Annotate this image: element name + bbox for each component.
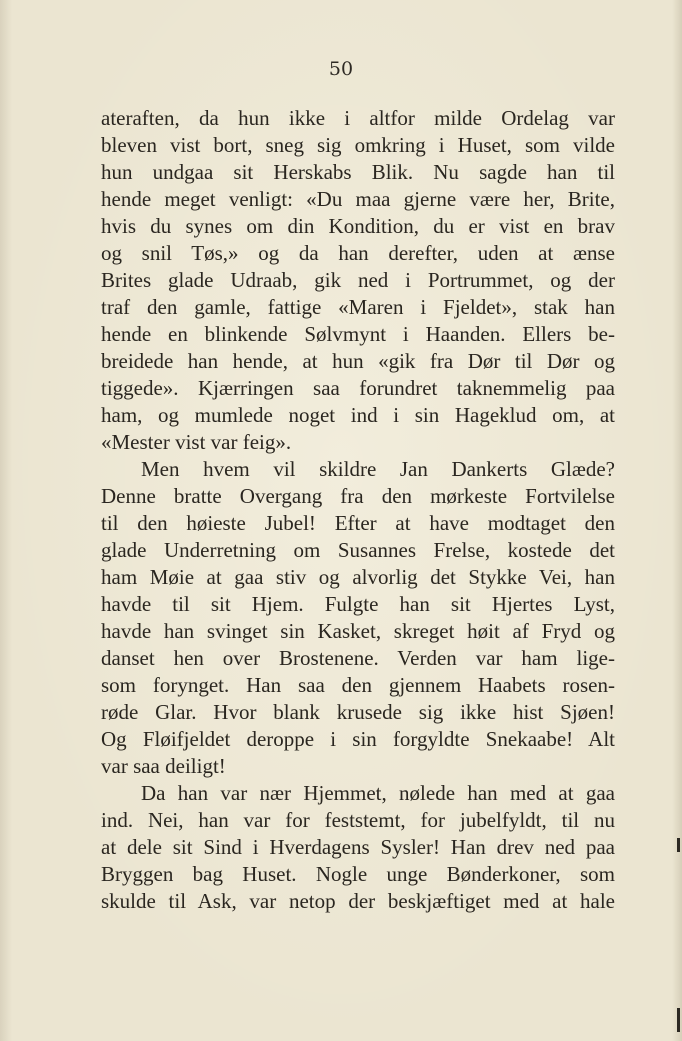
text-line: Men hvem vil skildre Jan Dankerts Glæde? [141, 457, 615, 481]
text-line: hende en blinkende Sølvmynt i Haanden. Ellers be- [101, 322, 615, 346]
text-line: var saa deiligt! [101, 754, 226, 778]
text-line: ham, og mumlede noget ind i sin Hageklud om, at [101, 403, 615, 427]
text-line: røde Glar. Hvor blank krusede sig ikke hist Sjøen! [101, 700, 615, 724]
text-line: hende meget venligt: «Du maa gjerne være her, Brite, [101, 187, 615, 211]
text-line: ind. Nei, han var for feststemt, for jubelfyldt, til nu [101, 808, 615, 832]
text-line: Bryggen bag Huset. Nogle unge Bønderkoner, som [101, 862, 615, 886]
text-line: Denne bratte Overgang fra den mørkeste Fortvilelse [101, 484, 615, 508]
text-line: skulde til Ask, var netop der beskjæftiget med at hale [101, 889, 615, 913]
page-right-edge [672, 0, 682, 1041]
text-line: at dele sit Sind i Hverdagens Sysler! Han drev ned paa [101, 835, 615, 859]
text-line: traf den gamle, fattige «Maren i Fjeldet», stak han [101, 295, 615, 319]
page-number: 50 [328, 58, 354, 80]
text-line: ateraften, da hun ikke i altfor milde Ordelag var [101, 106, 615, 130]
page-mark [677, 838, 680, 852]
text-line: som forynget. Han saa den gjennem Haabets rosen- [101, 673, 615, 697]
text-line: havde han svinget sin Kasket, skreget høit af Fryd og [101, 619, 615, 643]
text-line: hvis du synes om din Kondition, du er vist en brav [101, 214, 615, 238]
text-line: bleven vist bort, sneg sig omkring i Huset, som vilde [101, 133, 615, 157]
page-mark [677, 1008, 680, 1032]
text-line: til den høieste Jubel! Efter at have modtaget den [101, 511, 615, 535]
text-line: breidede han hende, at hun «gik fra Dør til Dør og [101, 349, 615, 373]
text-line: hun undgaa sit Herskabs Blik. Nu sagde han til [101, 160, 615, 184]
text-line: og snil Tøs,» og da han derefter, uden at ænse [101, 241, 615, 265]
text-line: Og Fløifjeldet deroppe i sin forgyldte Snekaabe! Alt [101, 727, 615, 751]
text-line: havde til sit Hjem. Fulgte han sit Hjertes Lyst, [101, 592, 615, 616]
text-line: «Mester vist var feig». [101, 430, 292, 454]
body-text [101, 105, 615, 915]
text-line: tiggede». Kjærringen saa forundret taknemmelig paa [101, 376, 615, 400]
text-line: glade Underretning om Susannes Frelse, kostede det [101, 538, 615, 562]
text-line: ham Møie at gaa stiv og alvorlig det Stykke Vei, han [101, 565, 615, 589]
text-line: Da han var nær Hjemmet, nølede han med at gaa [141, 781, 615, 805]
text-line: Brites glade Udraab, gik ned i Portrummet, og der [101, 268, 615, 292]
page-left-edge [0, 0, 12, 1041]
text-line: danset hen over Brostenene. Verden var ham lige- [101, 646, 615, 670]
